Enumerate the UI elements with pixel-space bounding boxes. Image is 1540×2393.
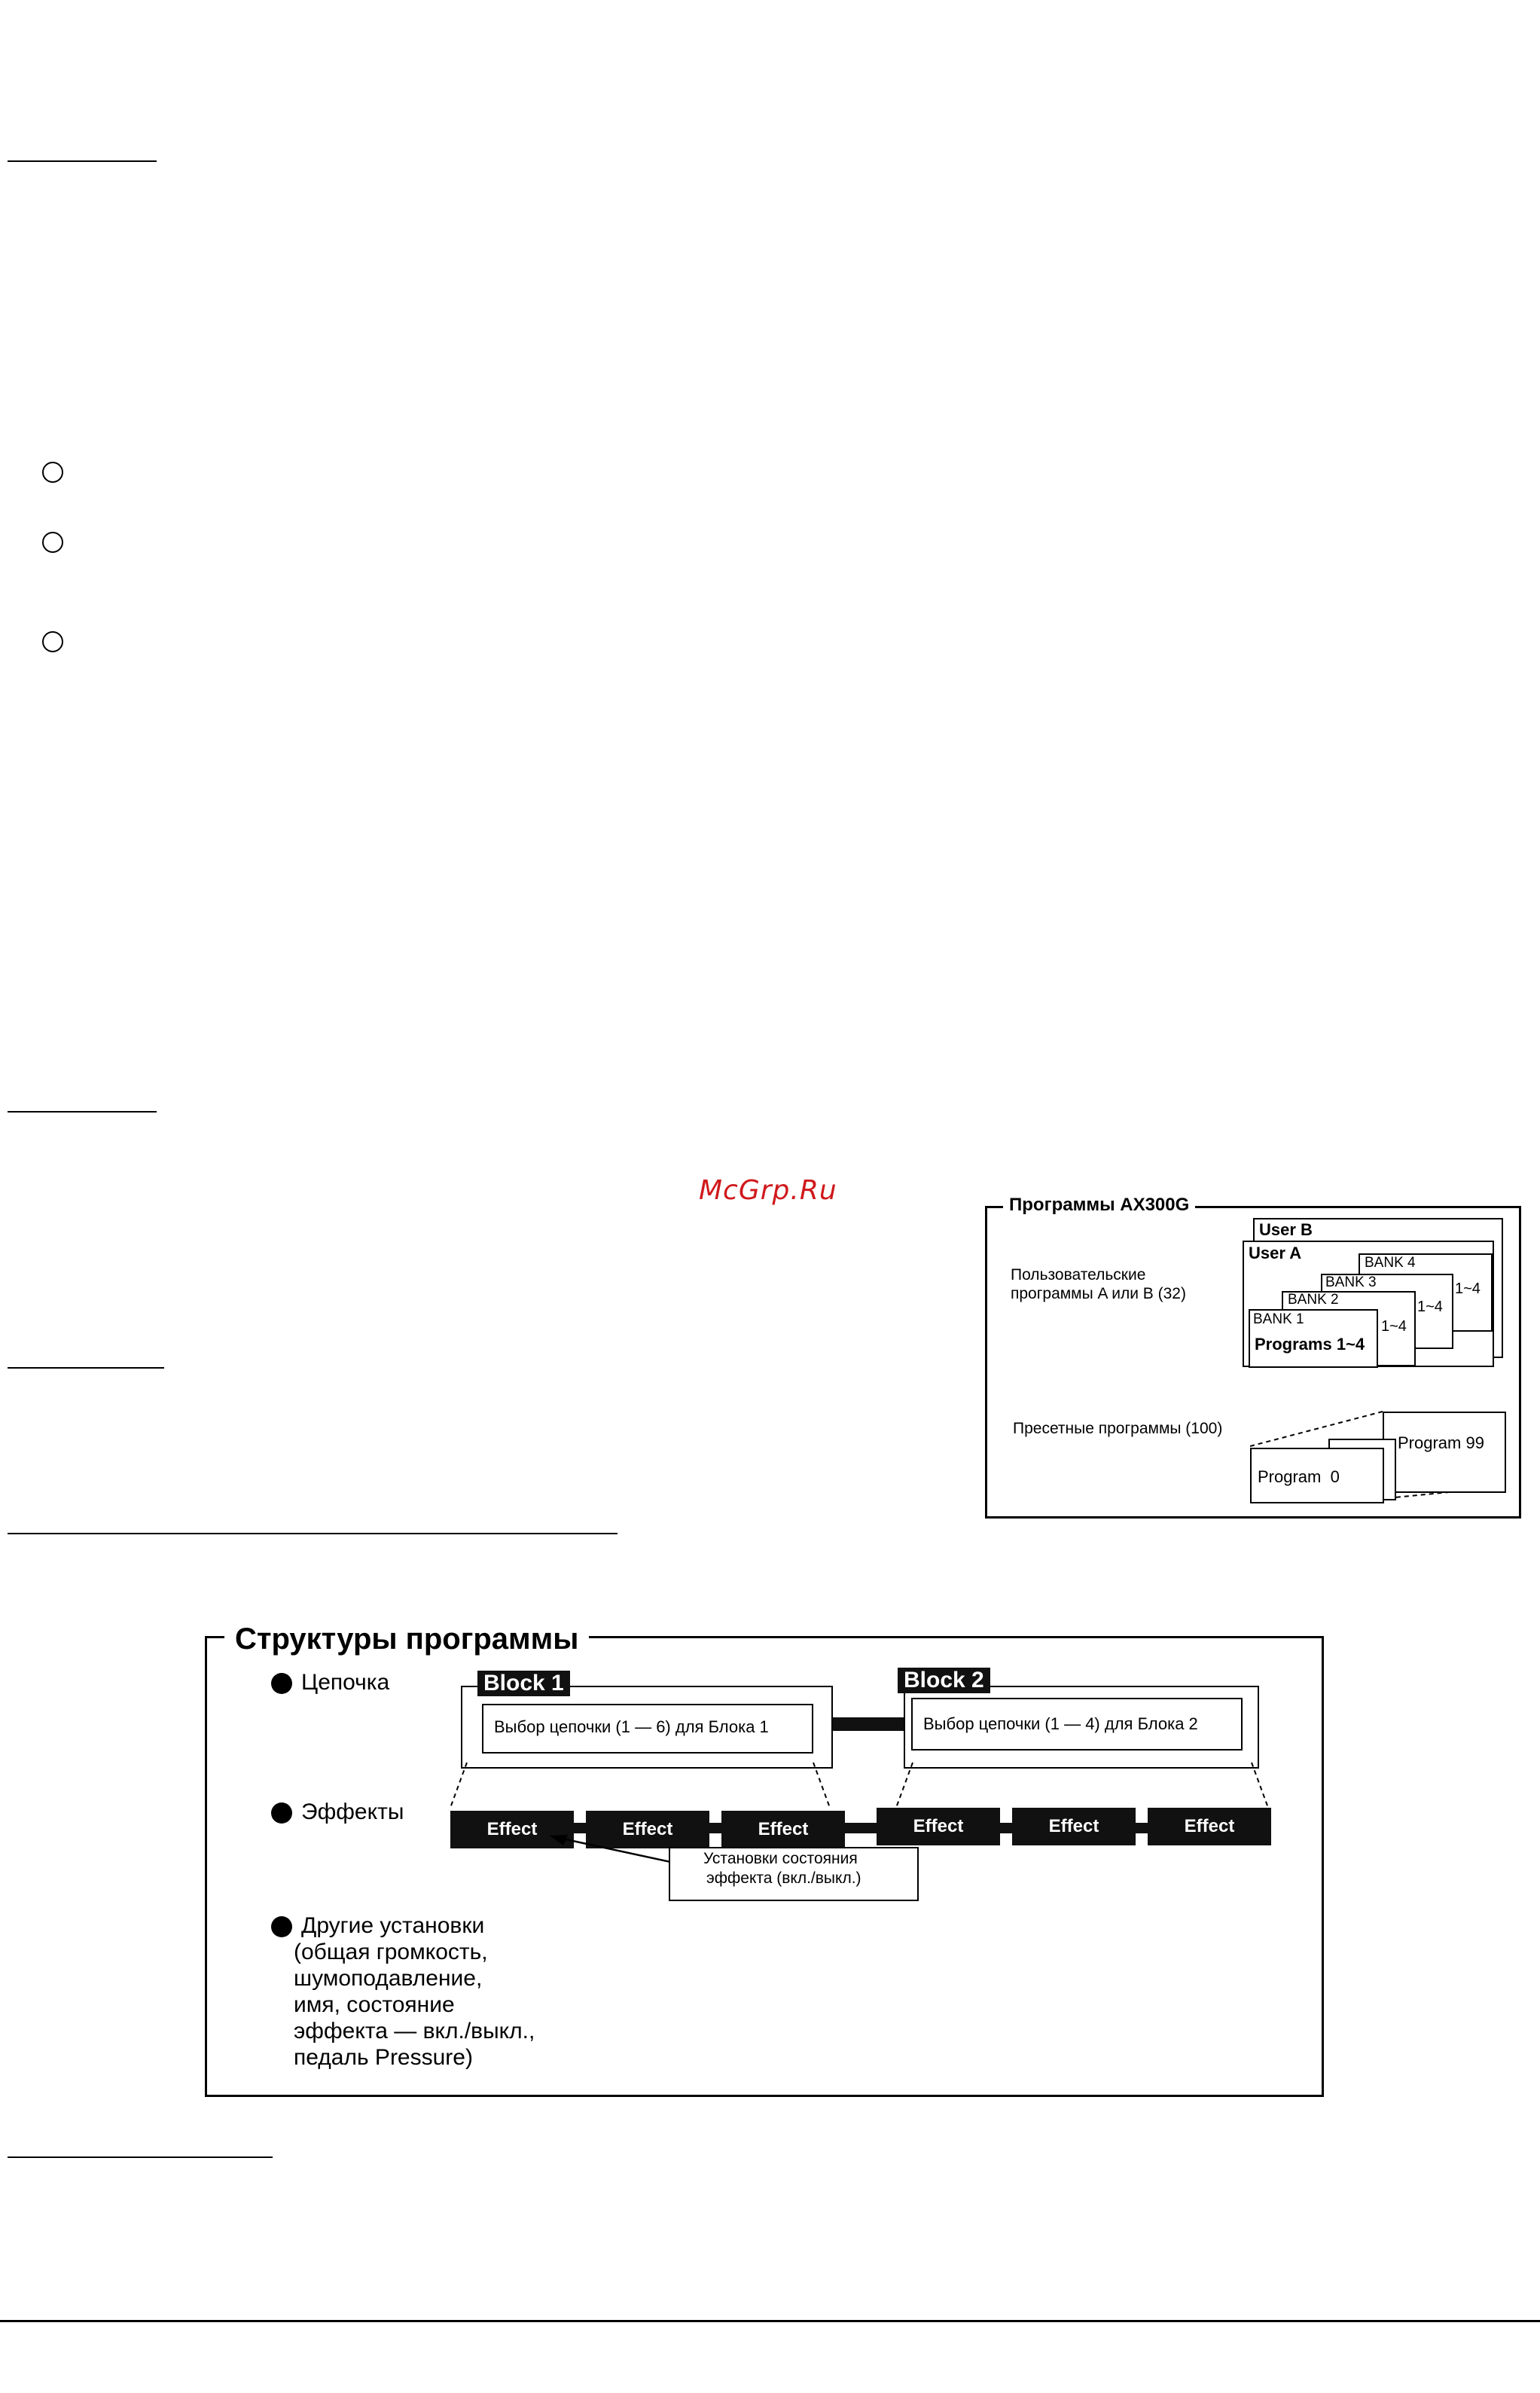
- programs-diagram-title: Программы AX300G: [1003, 1195, 1195, 1216]
- bullet-dot: [271, 1802, 292, 1824]
- watermark: McGrp.Ru: [699, 1175, 837, 1206]
- other-settings-line: шумоподавление,: [294, 1966, 483, 1991]
- list-bullet-circle: [42, 532, 63, 553]
- section-rule-5: [8, 2156, 273, 2158]
- user-programs-label-2: программы A или B (32): [1011, 1285, 1186, 1302]
- page-bottom-rule: [0, 2320, 1540, 2322]
- bullet-dot: [271, 1916, 292, 1937]
- effect-2: Effect: [586, 1811, 709, 1848]
- list-bullet-circle: [42, 631, 63, 652]
- callout-line-2: эффекта (вкл./выкл.): [706, 1870, 861, 1887]
- block-1-text: Выбор цепочки (1 — 6) для Блока 1: [494, 1717, 769, 1736]
- bullet-dot: [271, 1673, 292, 1694]
- section-rule-4: [8, 1533, 618, 1534]
- section-rule-3: [8, 1367, 164, 1369]
- preset-programs-label: Пресетные программы (100): [1013, 1420, 1223, 1437]
- other-settings-title: Другие установки: [271, 1913, 484, 1939]
- bank-4-range: 1~4: [1455, 1280, 1481, 1297]
- block-2-text: Выбор цепочки (1 — 4) для Блока 2: [923, 1714, 1198, 1733]
- bank-4-label: BANK 4: [1365, 1255, 1416, 1271]
- block-fan-lines: [444, 1747, 1280, 1815]
- user-programs-label-1: Пользовательские: [1011, 1266, 1146, 1283]
- effect-6: Effect: [1148, 1808, 1271, 1845]
- block-connector: [833, 1717, 905, 1731]
- bank-2-range: 1~4: [1381, 1318, 1407, 1335]
- callout-line-1: Установки состояния: [703, 1850, 858, 1867]
- block-2-tag: Block 2: [898, 1668, 990, 1693]
- effect-3: Effect: [721, 1811, 845, 1848]
- chain-label: Цепочка: [271, 1670, 389, 1696]
- bank-3-range: 1~4: [1417, 1299, 1443, 1315]
- bank-2-label: BANK 2: [1288, 1292, 1339, 1308]
- effect-1: Effect: [450, 1811, 574, 1848]
- block-1-tag: Block 1: [477, 1671, 570, 1696]
- list-bullet-circle: [42, 462, 63, 483]
- program-99-label: Program 99: [1398, 1433, 1484, 1452]
- other-settings-line: (общая громкость,: [294, 1940, 488, 1964]
- section-rule-2: [8, 1111, 157, 1113]
- programs-1-4-label: Programs 1~4: [1255, 1335, 1365, 1354]
- bank-1-label: BANK 1: [1253, 1311, 1304, 1327]
- effect-5: Effect: [1012, 1808, 1136, 1845]
- structure-diagram-title: Структуры программы: [224, 1622, 589, 1656]
- other-settings-line: эффекта — вкл./выкл.,: [294, 2019, 535, 2044]
- section-rule-1: [8, 160, 157, 162]
- effects-label: Эффекты: [271, 1799, 404, 1825]
- user-a-label: User A: [1249, 1244, 1302, 1262]
- user-b-label: User B: [1259, 1220, 1313, 1239]
- other-settings-line: педаль Pressure): [294, 2045, 473, 2070]
- effect-4: Effect: [877, 1808, 1000, 1845]
- other-settings-line: имя, состояние: [294, 1992, 455, 2017]
- callout-arrow: [542, 1830, 685, 1883]
- program-0-label: Program 0: [1258, 1467, 1340, 1486]
- bank-3-label: BANK 3: [1325, 1274, 1377, 1290]
